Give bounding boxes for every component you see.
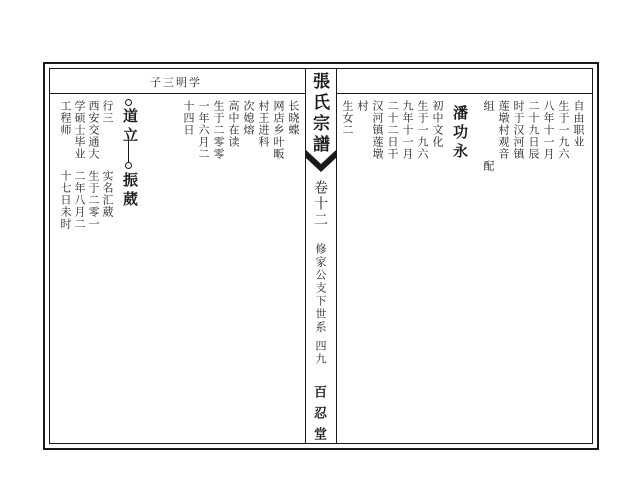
person-name: 道立 bbox=[121, 108, 139, 146]
text-column: 行三 bbox=[101, 100, 114, 124]
text-column: 莲墩村观音 bbox=[497, 100, 510, 160]
right-header-rule bbox=[337, 93, 593, 94]
publisher-mark: 百忍堂 bbox=[311, 385, 326, 448]
text-column: 高中在读 bbox=[227, 100, 240, 148]
text-column: 生于一九六 bbox=[416, 100, 429, 160]
person-name: 潘功永 bbox=[451, 105, 469, 162]
text-column: 村 bbox=[356, 100, 369, 112]
text-column: 汉河镇莲墩 bbox=[371, 100, 384, 160]
section-label: 修家公支下世系 bbox=[314, 243, 327, 334]
lineage-connector bbox=[128, 140, 129, 162]
person-name: 振葳 bbox=[121, 172, 139, 210]
text-column: 次媳熔 bbox=[242, 100, 255, 136]
text-column: 生女二 bbox=[341, 100, 354, 136]
lineage-node bbox=[125, 99, 132, 106]
lineage-node bbox=[125, 162, 132, 169]
text-column: 生于一九六 bbox=[557, 100, 570, 160]
text-column: 十七日未时 bbox=[59, 170, 72, 230]
left-header-rule bbox=[49, 93, 305, 94]
left-header: 子三明学 bbox=[150, 76, 202, 89]
text-column: 组 bbox=[482, 100, 495, 112]
text-column: 一年六月二 bbox=[197, 100, 210, 160]
text-column: 村王进科 bbox=[257, 100, 270, 148]
text-column: 工程师 bbox=[59, 100, 72, 136]
text-column: 二十九日辰 bbox=[527, 100, 540, 160]
text-column: 十四日 bbox=[182, 100, 195, 136]
text-column: 生于二零一 bbox=[87, 170, 100, 230]
text-column: 长晓蝶 bbox=[287, 100, 300, 136]
text-column: 八年十一月 bbox=[542, 100, 555, 160]
text-column: 网店乡叶畈 bbox=[272, 100, 285, 160]
text-column: 实名汇葳 bbox=[101, 170, 114, 218]
page-number: 四九 bbox=[314, 340, 327, 366]
text-column: 生于二零零 bbox=[212, 100, 225, 160]
text-column: 自由职业 bbox=[572, 100, 585, 148]
book-title: 張氏宗譜 bbox=[309, 72, 329, 156]
text-column: 配 bbox=[482, 160, 495, 172]
text-column: 二年八月二 bbox=[73, 170, 86, 230]
text-column: 时于汉河镇 bbox=[512, 100, 525, 160]
fishtail-ornament bbox=[306, 150, 336, 180]
text-column: 学硕士毕业 bbox=[73, 100, 86, 160]
text-column: 西安交通大 bbox=[87, 100, 100, 160]
text-column: 初中文化 bbox=[431, 100, 444, 148]
text-column: 九年十一月 bbox=[401, 100, 414, 160]
volume-label: 卷十二 bbox=[312, 180, 328, 228]
text-column: 二十二日干 bbox=[386, 100, 399, 160]
